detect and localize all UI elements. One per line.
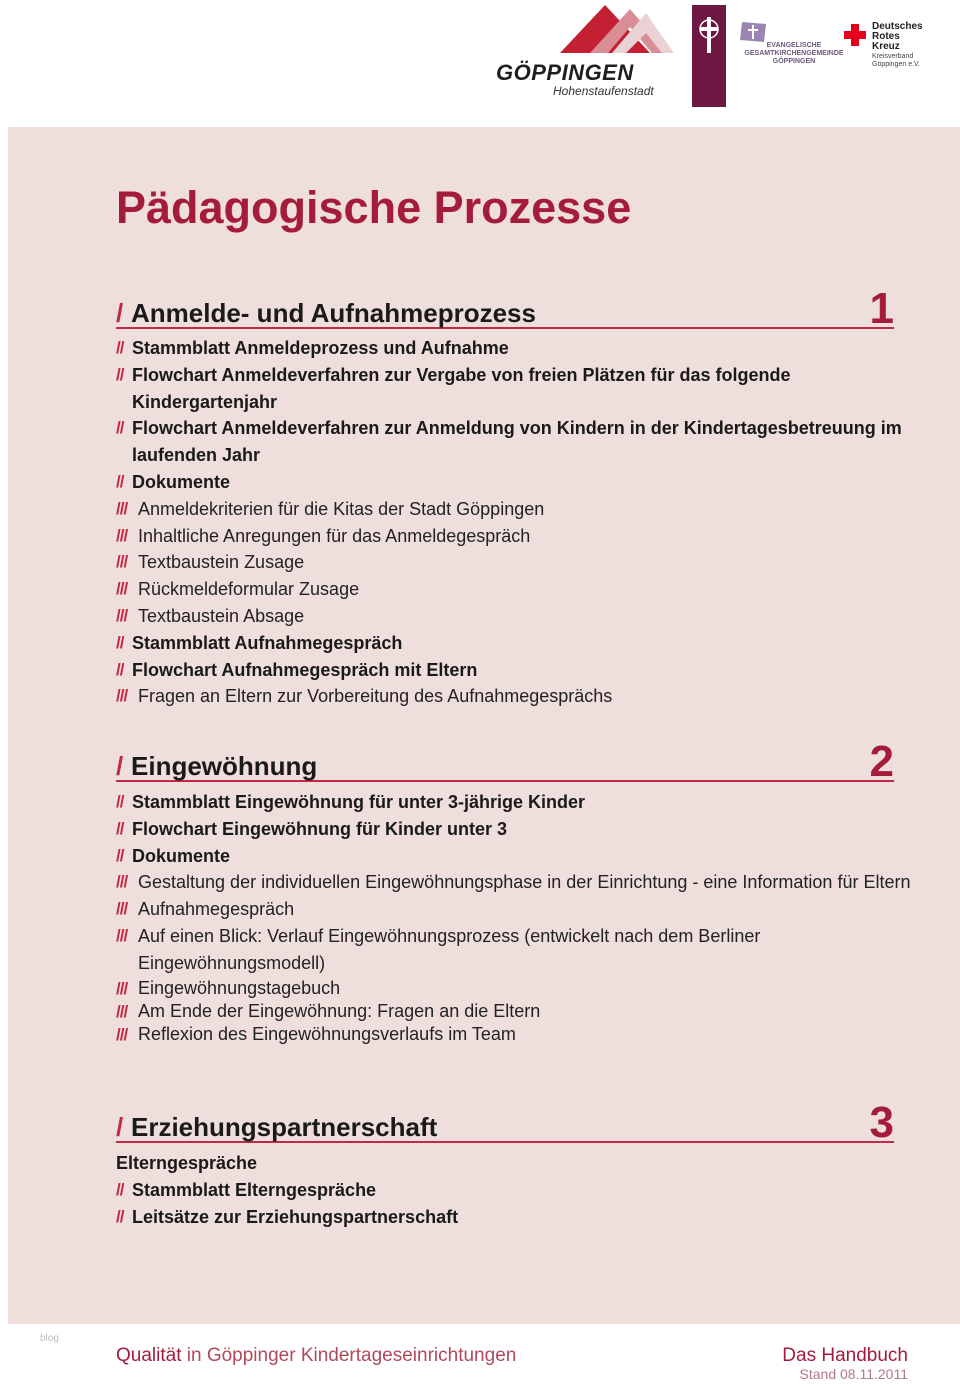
footer-date: Stand 08.11.2011 — [799, 1366, 908, 1382]
watermark: blog — [40, 1333, 59, 1344]
section-marker: / — [116, 751, 124, 781]
catholic-logo — [692, 5, 726, 107]
church-name: EVANGELISCHE GESAMTKIRCHENGEMEINDE GÖPPINGEN — [744, 42, 844, 65]
list-item[interactable]: /// Am Ende der Eingewöhnung: Fragen an die Eltern — [116, 1000, 541, 1021]
church-logo-icon — [740, 20, 768, 44]
list-item[interactable]: // Stammblatt Anmeldeprozess und Aufnahme — [116, 338, 509, 358]
list-item[interactable]: /// Eingewöhnungstagebuch — [116, 977, 341, 998]
city-subtitle: Hohenstaufenstadt — [553, 84, 654, 98]
section-label: Erziehungspartnerschaft — [131, 1112, 438, 1142]
list-item[interactable]: // Stammblatt Elterngespräche — [116, 1179, 377, 1200]
list-item[interactable]: /// Fragen an Eltern zur Vorbereitung des Aufnahmegesprächs — [116, 686, 613, 707]
redcross-subtitle: Kreisverband Göppingen e.V. — [872, 53, 921, 68]
section-heading-1 — [116, 284, 894, 333]
section-label: Eingewöhnung — [131, 751, 318, 781]
section-2-list — [116, 789, 916, 1046]
page-header — [0, 0, 960, 125]
list-item[interactable]: /// Auf einen Blick: Verlauf Eingewöhnungsprozess (entwickelt nach dem Berliner Eingewöhnungsmodell) — [116, 925, 761, 973]
goeppingen-logo-icon — [560, 5, 675, 55]
section-1-list — [116, 335, 916, 710]
list-item[interactable]: /// Textbaustein Absage — [116, 605, 305, 626]
redcross-name: Deutsches Rotes Kreuz — [872, 21, 923, 52]
section-3-list — [116, 1150, 916, 1230]
section-marker: / — [116, 1112, 124, 1142]
list-item[interactable]: // Dokumente — [116, 845, 231, 866]
list-item[interactable]: // Stammblatt Eingewöhnung für unter 3-jährige Kinder — [116, 792, 586, 812]
section-heading-3 — [116, 1098, 894, 1147]
list-item[interactable]: /// Textbaustein Zusage — [116, 552, 305, 573]
section-number: 2 — [869, 737, 894, 786]
list-item[interactable]: // Leitsätze zur Erziehungspartnerschaft — [116, 1206, 459, 1227]
cross-icon — [698, 15, 720, 55]
list-item[interactable]: // Stammblatt Aufnahmegespräch — [116, 632, 403, 653]
section-label: Anmelde- und Aufnahmeprozess — [131, 298, 536, 328]
list-item[interactable]: /// Reflexion des Eingewöhnungsverlaufs im Team — [116, 1023, 516, 1044]
list-item[interactable]: // Flowchart Aufnahmegespräch mit Eltern — [116, 659, 478, 680]
list-item[interactable]: // Dokumente — [116, 471, 231, 492]
page-title: Pädagogische Prozesse — [116, 182, 632, 233]
red-cross-icon — [844, 24, 866, 46]
section-marker: / — [116, 298, 124, 328]
list-item[interactable]: /// Anmeldekriterien für die Kitas der Stadt Göppingen — [116, 498, 545, 519]
section-number: 1 — [869, 284, 894, 333]
list-item[interactable]: // Flowchart Anmeldeverfahren zur Vergabe von freien Plätzen für das folgende Kindergartenjahr — [116, 364, 791, 412]
list-item[interactable]: /// Gestaltung der individuellen Eingewöhnungsphase in der Einrichtung - eine Information für Eltern — [116, 872, 911, 893]
list-item[interactable]: // Flowchart Anmeldeverfahren zur Anmeldung von Kindern in der Kindertagesbetreuung im laufenden Jahr — [116, 418, 902, 466]
list-item[interactable]: // Flowchart Eingewöhnung für Kinder unter 3 — [116, 818, 508, 839]
footer-handbook: Das Handbuch — [782, 1345, 908, 1366]
list-item[interactable]: /// Aufnahmegespräch — [116, 899, 295, 920]
list-item[interactable]: /// Rückmeldeformular Zusage — [116, 579, 360, 600]
footer-title: Qualität in Göppinger Kindertageseinrichtungen — [116, 1345, 517, 1366]
list-item[interactable]: Elterngespräche — [116, 1153, 258, 1173]
city-name: GÖPPINGEN — [496, 60, 634, 85]
section-number: 3 — [869, 1098, 894, 1147]
section-heading-2 — [116, 737, 894, 786]
list-item[interactable]: /// Inhaltliche Anregungen für das Anmeldegespräch — [116, 525, 531, 546]
